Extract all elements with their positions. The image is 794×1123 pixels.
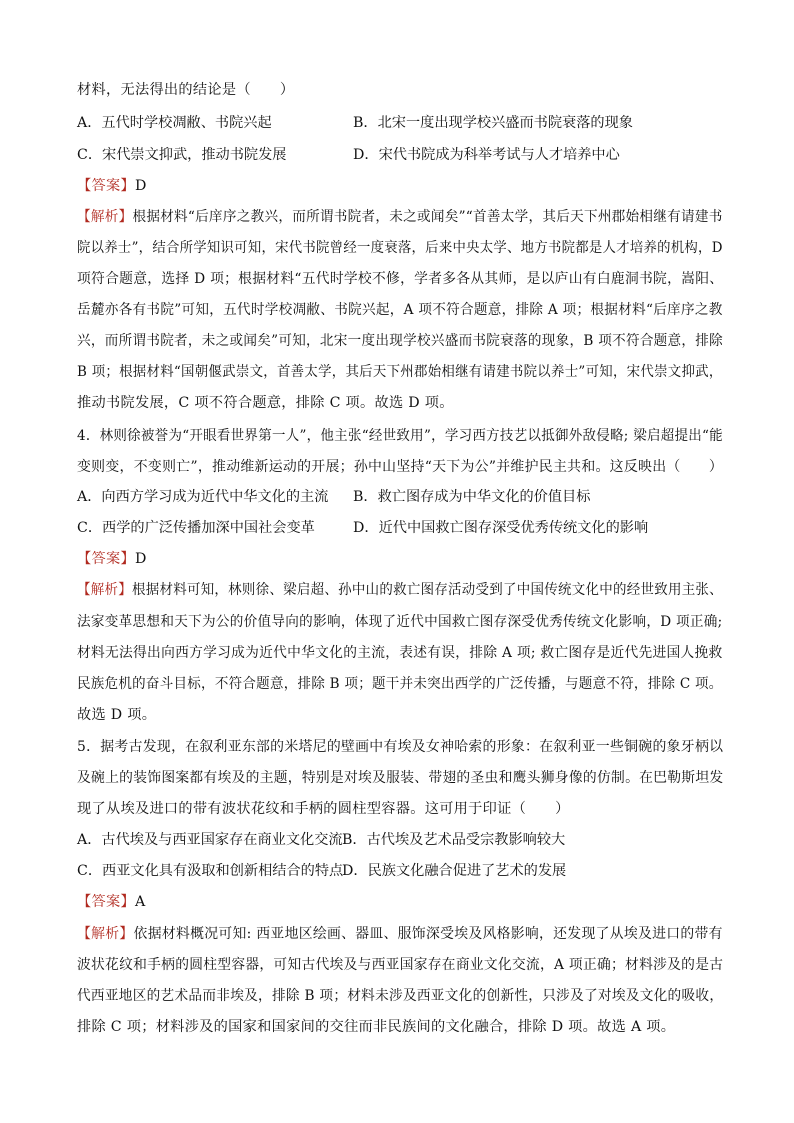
q4-stem-line: 变则变，不变则亡”，推动维新运动的开展；孙中山坚持“天下为公”并维护民主共和。这反映出（ ） — [77, 459, 724, 475]
q4-analysis-line: 民族危机的奋斗目标，不符合题意，排除 B 项；题干并未突出西学的广泛传播，与题意不符，排除 C 项。 — [77, 676, 723, 692]
analysis-text: 根据材料“后庠序之教兴，而所谓书院者，未之或闻矣”“首善太学，其后天下州郡始相继有请建书 — [132, 209, 723, 225]
q4-option-b: B．救亡图存成为中华文化的价值目标 — [353, 489, 591, 505]
q3-analysis-line — [77, 207, 723, 227]
answer-value: D — [134, 551, 147, 567]
q3-option-c: C．宋代崇文抑武，推动书院发展 — [77, 147, 287, 163]
q4-option-a: A．向西方学习成为近代中华文化的主流 — [77, 489, 329, 505]
q3-analysis-line: 项符合题意，选择 D 项；根据材料“五代时学校不修，学者多各从其师，是以庐山有白鹿洞书院，嵩阳、 — [77, 271, 724, 287]
answer-value: D — [134, 178, 147, 194]
q4-answer — [77, 549, 723, 569]
q3-analysis-line: 推动书院发展，C 项不符合题意，排除 C 项。故选 D 项。 — [77, 395, 454, 411]
q5-stem-line: 及碗上的装饰图案都有埃及的主题，特别是对埃及服装、带翅的圣虫和鹰头狮身像的仿制。在巴勒斯坦发 — [77, 770, 724, 786]
answer-label: 【答案】 — [77, 551, 135, 567]
q5-analysis-line: 代西亚地区的艺术品而非埃及，排除 B 项；材料未涉及西亚文化的创新性，只涉及了对埃及文化的吸收， — [77, 988, 724, 1004]
q3-analysis-line: B 项；根据材料“国朝偃武崇文，首善太学，其后天下州郡始相继有请建书院以养士”可知，宋代崇文抑武， — [77, 364, 723, 380]
answer-label: 【答案】 — [77, 178, 135, 194]
q5-option-c: C．西亚文化具有汲取和创新相结合的特点 — [77, 863, 344, 879]
answer-value: A — [134, 894, 146, 910]
q5-options-row-1 — [77, 830, 723, 850]
analysis-label: 【解析】 — [77, 582, 132, 598]
q3-option-b: B．北宋一度出现学校兴盛而书院衰落的现象 — [353, 115, 633, 131]
q3-analysis-line: 岳麓亦各有书院”可知，五代时学校凋敝、书院兴起，A 项不符合题意，排除 A 项；根据材料“后庠序之教 — [77, 302, 723, 318]
q3-option-d: D．宋代书院成为科举考试与人才培养中心 — [353, 147, 620, 163]
q5-stem-line: 现了从埃及进口的带有波状花纹和手柄的圆柱型容器。这可用于印证（ ） — [77, 801, 570, 817]
q4-analysis-line — [77, 580, 723, 600]
q3-answer — [77, 176, 723, 196]
q3-options-row-2 — [77, 145, 723, 165]
q5-answer — [77, 892, 723, 912]
q5-option-a: A．古代埃及与西亚国家存在商业文化交流 — [77, 832, 343, 848]
q5-analysis-line: 波状花纹和手柄的圆柱型容器，可知古代埃及与西亚国家存在商业文化交流，A 项正确；材料涉及的是古 — [77, 957, 724, 973]
q3-option-a: A．五代时学校凋敝、书院兴起 — [77, 115, 272, 131]
q4-options-row-2 — [77, 518, 723, 538]
q5-options-row-2 — [77, 861, 723, 881]
q3-options-row-1 — [77, 113, 723, 133]
q4-option-d: D．近代中国救亡图存深受优秀传统文化的影响 — [353, 520, 649, 536]
q4-stem-line: 4．林则徐被誉为“开眼看世界第一人”，他主张“经世致用”，学习西方技艺以抵御外敌侵略; 梁启超提出“能 — [77, 428, 723, 444]
q5-option-d: D．民族文化融合促进了艺术的发展 — [342, 863, 567, 879]
q5-option-b: B．古代埃及艺术品受宗教影响较大 — [342, 832, 566, 848]
q4-option-c: C．西学的广泛传播加深中国社会变革 — [77, 520, 315, 536]
answer-label: 【答案】 — [77, 894, 135, 910]
analysis-text: 根据材料可知，林则徐、梁启超、孙中山的救亡图存活动受到了中国传统文化中的经世致用主张、 — [131, 582, 723, 598]
analysis-label: 【解析】 — [77, 926, 134, 942]
q4-options-row-1 — [77, 487, 723, 507]
q3-analysis-line: 兴，而所谓书院者，未之或闻矣”可知，北宋一度出现学校兴盛而书院衰落的现象，B 项不符合题意，排除 — [77, 333, 724, 349]
q5-stem-line: 5．据考古发现，在叙利亚东部的米塔尼的壁画中有埃及女神哈索的形象：在叙利亚一些铜碗的象牙柄以 — [77, 739, 724, 755]
analysis-label: 【解析】 — [77, 209, 133, 225]
q4-analysis-line: 材料无法得出向西方学习成为近代中华文化的主流，表述有误，排除 A 项; 救亡图存是近代先进国人挽救 — [77, 645, 723, 661]
q5-analysis-line — [77, 924, 723, 944]
q5-analysis-line: 排除 C 项；材料涉及的国家和国家间的交往而非民族间的文化融合，排除 D 项。故选 A 项。 — [77, 1019, 676, 1035]
q4-analysis-line: 法家变革思想和天下为公的价值导向的影响，体现了近代中国救亡图存深受优秀传统文化影响，D 项正确; — [77, 614, 723, 630]
q4-analysis-line: 故选 D 项。 — [77, 707, 157, 723]
q3-analysis-line: 院以养士”，结合所学知识可知，宋代书院曾经一度衰落，后来中央太学、地方书院都是人才培养的机构，D — [77, 240, 723, 256]
analysis-text: 依据材料概况可知: 西亚地区绘画、器皿、服饰深受埃及风格影响，还发现了从埃及进口的带有 — [133, 926, 723, 942]
q3-stem: 材料，无法得出的结论是（ ） — [77, 82, 295, 98]
